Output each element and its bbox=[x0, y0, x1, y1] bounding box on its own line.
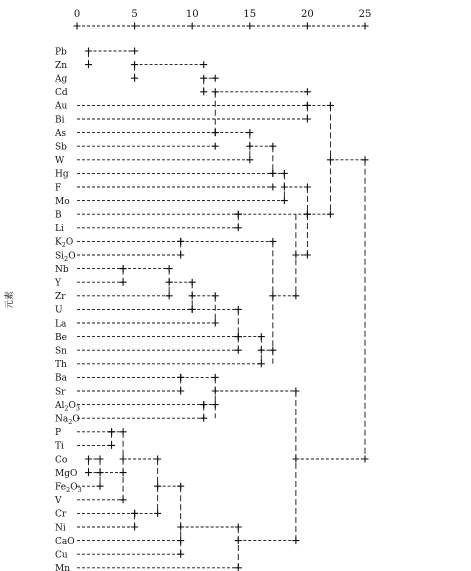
link-segment bbox=[120, 265, 173, 272]
link-segment bbox=[77, 252, 184, 259]
link-segment bbox=[154, 483, 184, 490]
element-label-mn: Mn bbox=[55, 564, 71, 571]
axis-tick-label: 25 bbox=[358, 9, 372, 20]
link-segment bbox=[327, 156, 369, 163]
link-segment bbox=[77, 442, 115, 449]
link-segment bbox=[77, 265, 127, 272]
link-segment bbox=[304, 102, 334, 109]
element-label-sn: Sn bbox=[55, 346, 67, 357]
link-segment bbox=[235, 333, 265, 340]
element-label-nb: Nb bbox=[55, 264, 69, 275]
element-label-cd: Cd bbox=[55, 88, 68, 99]
link-segment bbox=[77, 333, 242, 340]
element-label-co: Co bbox=[55, 455, 68, 466]
element-label-ag: Ag bbox=[55, 74, 68, 85]
link-segment bbox=[77, 129, 219, 136]
link-segment bbox=[304, 211, 334, 218]
link-segment bbox=[212, 88, 311, 95]
link-segment bbox=[77, 415, 207, 422]
link-segment bbox=[189, 292, 219, 299]
link-segment bbox=[77, 564, 242, 571]
link-segment bbox=[292, 456, 368, 463]
element-label-ni: Ni bbox=[55, 523, 66, 534]
element-label-y: Y bbox=[55, 278, 61, 289]
link-segment bbox=[212, 388, 300, 395]
link-segment bbox=[77, 279, 127, 286]
element-label-be: Be bbox=[55, 332, 67, 343]
element-label-fe2o3: $Fe_2O_3$ bbox=[55, 482, 82, 494]
axis-tick bbox=[74, 23, 81, 30]
join-node bbox=[212, 143, 219, 150]
element-label-k2o: $K_2O$ bbox=[55, 237, 74, 250]
join-node bbox=[304, 88, 311, 95]
link-segment bbox=[77, 156, 253, 163]
link-segment bbox=[77, 551, 184, 558]
link-segment bbox=[77, 510, 138, 517]
link-segment bbox=[131, 61, 207, 68]
element-label-li: Li bbox=[55, 224, 64, 235]
element-label-ba: Ba bbox=[55, 373, 67, 384]
element-label-cao: CaO bbox=[55, 536, 75, 547]
distance-axis bbox=[74, 9, 372, 30]
link-segment bbox=[77, 102, 311, 109]
axis-tick-label: 0 bbox=[73, 9, 81, 20]
element-label-zn: Zn bbox=[55, 60, 68, 71]
link-segment bbox=[85, 48, 138, 55]
y-axis-label: 元素 bbox=[5, 290, 15, 310]
element-label-cu: Cu bbox=[55, 550, 68, 561]
element-label-b: B bbox=[55, 210, 62, 221]
link-segment bbox=[269, 170, 288, 177]
join-node bbox=[269, 184, 276, 191]
element-label-cr: Cr bbox=[55, 509, 67, 520]
link-segment bbox=[77, 238, 184, 245]
link-segment bbox=[77, 320, 219, 327]
link-segment bbox=[77, 388, 184, 395]
link-segment bbox=[77, 496, 127, 503]
link-segment bbox=[269, 292, 299, 299]
cluster-tree bbox=[77, 48, 369, 571]
axis-tick bbox=[246, 23, 253, 30]
element-label-al2o3: $Al_2O_3$ bbox=[55, 400, 81, 413]
link-segment bbox=[212, 129, 254, 136]
link-segment bbox=[77, 211, 242, 218]
link-segment bbox=[200, 401, 219, 408]
link-segment bbox=[246, 143, 276, 150]
element-label-u: U bbox=[55, 305, 63, 316]
join-node bbox=[131, 48, 138, 55]
element-label-zr: Zr bbox=[55, 292, 66, 303]
link-segment bbox=[258, 347, 277, 354]
link-segment bbox=[77, 224, 242, 231]
link-segment bbox=[77, 306, 196, 313]
link-segment bbox=[77, 116, 311, 123]
link-segment bbox=[77, 170, 276, 177]
link-segment bbox=[77, 374, 184, 381]
link-segment bbox=[77, 184, 276, 191]
axis-tick-label: 20 bbox=[301, 9, 314, 20]
link-segment bbox=[177, 524, 242, 531]
link-segment bbox=[235, 211, 311, 218]
axis-tick-label: 5 bbox=[131, 9, 138, 20]
element-label-v: V bbox=[55, 496, 62, 507]
link-segment bbox=[77, 401, 207, 408]
link-segment bbox=[97, 469, 127, 476]
link-segment bbox=[166, 279, 196, 286]
link-segment bbox=[177, 374, 219, 381]
element-label-hg: Hg bbox=[55, 169, 69, 180]
axis-tick-label: 15 bbox=[243, 9, 257, 20]
element-label-sio2: $Si_2O$ bbox=[55, 251, 76, 263]
element-label-f: F bbox=[55, 183, 62, 194]
element-label-mo: Mo bbox=[55, 196, 70, 207]
element-label-mgo: MgO bbox=[55, 468, 78, 479]
link-segment bbox=[177, 238, 276, 245]
axis-tick bbox=[304, 23, 311, 30]
element-label-la: La bbox=[55, 319, 67, 330]
element-label-ti: Ti bbox=[55, 441, 64, 452]
link-segment bbox=[77, 537, 184, 544]
element-label-na2o: $Na_2O$ bbox=[55, 414, 80, 426]
link-segment bbox=[77, 197, 288, 204]
element-label-w: W bbox=[55, 156, 65, 167]
link-segment bbox=[77, 143, 219, 150]
element-label-th: Th bbox=[55, 360, 67, 371]
element-label-p: P bbox=[55, 428, 62, 439]
link-segment bbox=[85, 456, 104, 463]
link-segment bbox=[108, 428, 127, 435]
element-label-sb: Sb bbox=[55, 142, 67, 153]
axis-tick bbox=[189, 23, 196, 30]
link-segment bbox=[131, 510, 161, 517]
element-label-pb: Pb bbox=[55, 47, 67, 58]
link-segment bbox=[200, 75, 219, 82]
element-label-bi: Bi bbox=[55, 115, 65, 126]
axis-tick bbox=[362, 23, 369, 30]
element-label-au: Au bbox=[55, 101, 68, 112]
element-label-sr: Sr bbox=[55, 387, 66, 398]
link-segment bbox=[281, 184, 311, 191]
link-segment bbox=[77, 524, 138, 531]
join-node bbox=[212, 75, 219, 82]
link-segment bbox=[292, 252, 311, 259]
join-node bbox=[200, 61, 207, 68]
link-segment bbox=[77, 347, 242, 354]
link-segment bbox=[77, 360, 265, 367]
axis-tick-label: 10 bbox=[185, 9, 199, 20]
axis-tick bbox=[131, 23, 138, 30]
element-label-as: As bbox=[55, 128, 67, 139]
link-segment bbox=[120, 456, 162, 463]
link-segment bbox=[235, 537, 300, 544]
link-segment bbox=[77, 292, 173, 299]
